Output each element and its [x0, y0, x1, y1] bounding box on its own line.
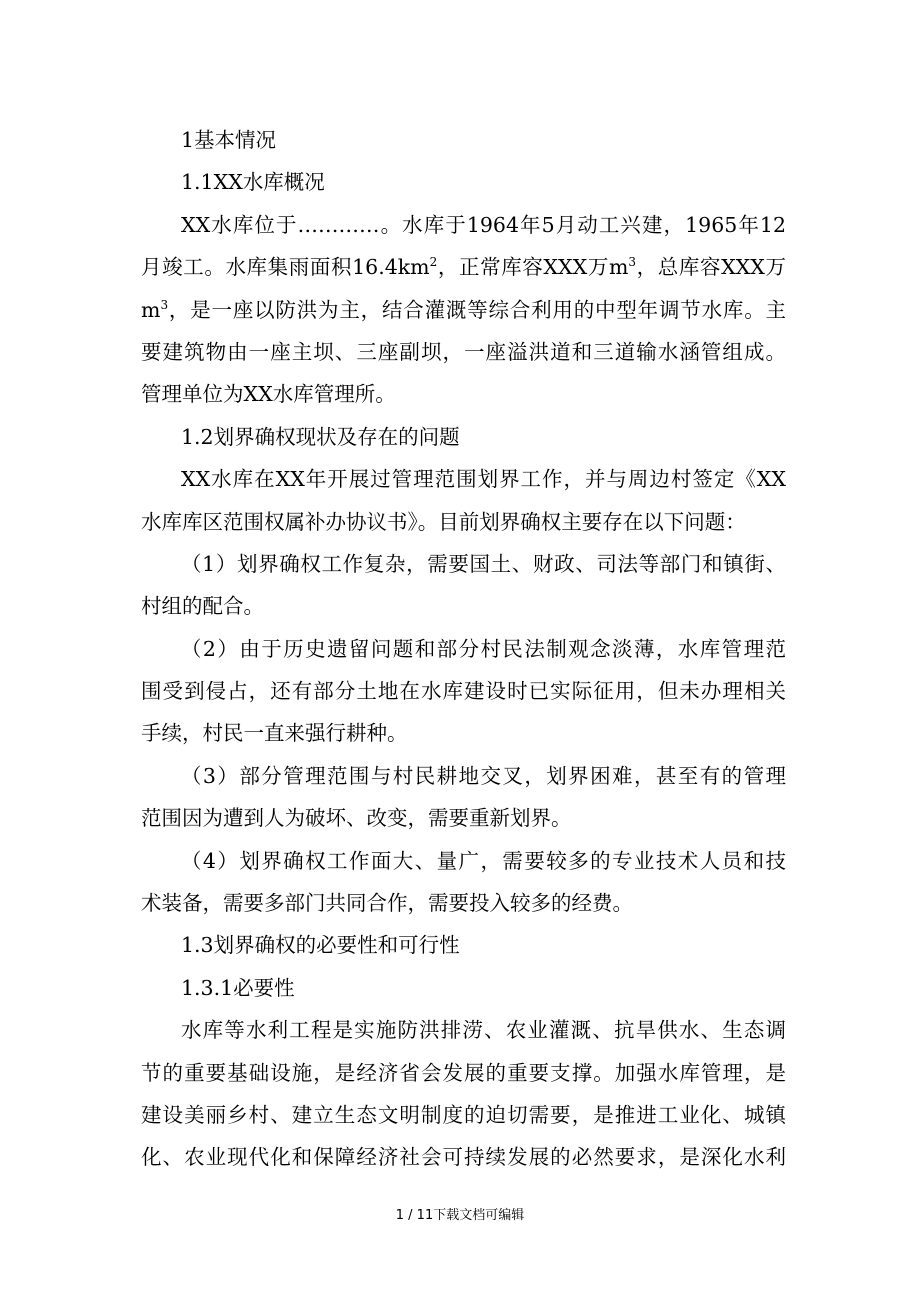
- list-item-4: [141, 840, 786, 925]
- paragraph-reservoir-overview: [141, 204, 786, 416]
- paragraph-line: 建设美丽乡村、建立生态文明制度的迫切需要，是推进工业化、城镇: [141, 1102, 786, 1127]
- paragraph-line: 术装备，需要多部门共同合作，需要投入较多的经费。: [141, 891, 633, 916]
- paragraph-line: 范围因为遭到人为破坏、改变，需要重新划界。: [141, 806, 572, 831]
- paragraph-line: （1）划界确权工作复杂，需要国土、财政、司法等部门和镇街、: [181, 551, 786, 576]
- document-body: [141, 119, 786, 1179]
- superscript: 3: [628, 255, 637, 270]
- paragraph-necessity: [141, 1009, 786, 1179]
- page-footer: 1 / 11下载文档可编辑: [395, 1208, 525, 1223]
- paragraph-line: 水库等水利工程是实施防洪排涝、农业灌溉、抗旱供水、生态调: [181, 1018, 786, 1043]
- paragraph-line: （4）划界确权工作面大、量广，需要较多的专业技术人员和技: [181, 848, 786, 873]
- paragraph-line: 管理单位为XX水库管理所。: [141, 382, 396, 407]
- text-run: ，总库容XXX万: [636, 255, 786, 280]
- paragraph-line: 要建筑物由一座主坝、三座副坝，一座溢洪道和三道输水涵管组成。: [141, 339, 786, 364]
- text-run: m: [141, 297, 161, 322]
- paragraph-line: [141, 246, 786, 288]
- paragraph-line: 围受到侵占，还有部分土地在水库建设时已实际征用，但未办理相关: [141, 679, 786, 704]
- paragraph-line: XX水库位于…………。水库于1964年5月动工兴建，1965年12: [181, 212, 786, 237]
- paragraph-line: 手续，村民一直来强行耕种。: [141, 721, 408, 746]
- section-heading-1-2: 1.2划界确权现状及存在的问题: [181, 424, 460, 449]
- paragraph-line: 节的重要基础设施，是经济省会发展的重要支撑。加强水库管理，是: [141, 1060, 786, 1085]
- text-run: ，是一座以防洪为主，结合灌溉等综合利用的中型年调节水库。主: [168, 297, 786, 322]
- paragraph-demarcation-status: [141, 458, 786, 543]
- paragraph-line: （2）由于历史遗留问题和部分村民法制观念淡薄，水库管理范: [181, 636, 786, 661]
- list-item-2: [141, 628, 786, 755]
- paragraph-line: 水库库区范围权属补办协议书》。目前划界确权主要存在以下问题：: [141, 509, 746, 534]
- section-heading-1-3-1: 1.3.1必要性: [181, 975, 295, 1000]
- text-run: 月竣工。水库集雨面积16.4km: [141, 255, 430, 280]
- section-heading-1-3: 1.3划界确权的必要性和可行性: [181, 933, 460, 958]
- superscript: 2: [429, 255, 438, 270]
- text-run: ，正常库容XXX万m: [437, 255, 629, 280]
- section-heading-1: 1基本情况: [181, 128, 277, 152]
- paragraph-line: 化、农业现代化和保障经济社会可持续发展的必然要求，是深化水利: [141, 1145, 786, 1170]
- list-item-3: [141, 755, 786, 840]
- paragraph-line: 村组的配合。: [141, 594, 264, 619]
- section-heading-1-1: 1.1XX水库概况: [181, 170, 325, 195]
- superscript: 3: [160, 297, 169, 312]
- paragraph-line: （3）部分管理范围与村民耕地交叉，划界困难，甚至有的管理: [181, 763, 786, 788]
- list-item-1: [141, 543, 786, 628]
- paragraph-line: [141, 289, 786, 331]
- paragraph-line: XX水库在XX年开展过管理范围划界工作，并与周边村签定《XX: [181, 467, 786, 492]
